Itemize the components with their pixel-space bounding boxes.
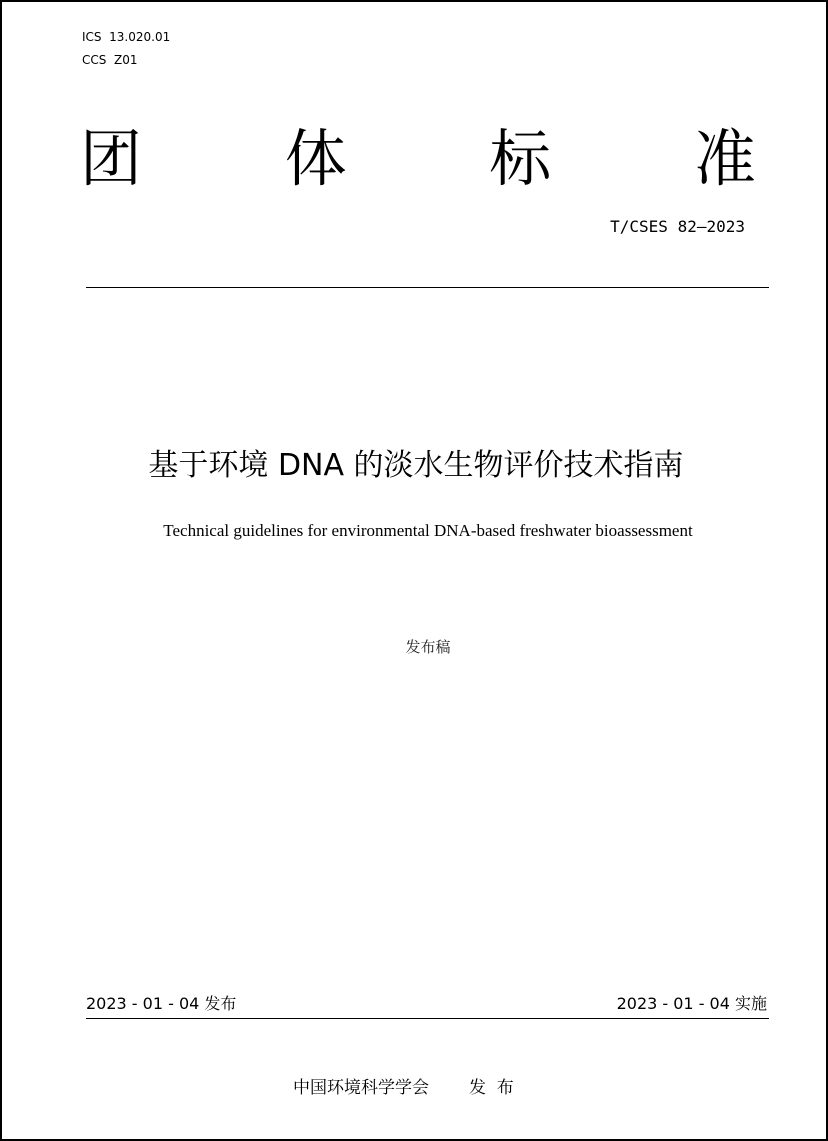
issuer-line — [293, 1075, 514, 1101]
ics-code: ICS 13.020.01 — [82, 30, 171, 44]
english-title: Technical guidelines for environmental DNA-based freshwater bioassessment — [163, 521, 693, 540]
footer-divider — [86, 1018, 769, 1019]
standard-type-char: 准 — [693, 122, 756, 195]
standard-number: T/CSES 82—2023 — [610, 217, 745, 236]
standard-type-heading — [78, 119, 758, 199]
publish-date: 2023 - 01 - 04 发布 — [86, 994, 237, 1013]
implementation-date: 2023 - 01 - 04 实施 — [616, 994, 767, 1013]
standard-type-char: 团 — [79, 122, 142, 195]
chinese-title: 基于环境 DNA 的淡水生物评价技术指南 — [148, 448, 684, 483]
standard-type-char: 标 — [489, 122, 552, 195]
issue-action: 发 布 — [469, 1078, 514, 1098]
standard-type-char: 体 — [284, 122, 347, 195]
ccs-code: CCS Z01 — [82, 53, 138, 67]
issuer-organization: 中国环境科学学会 — [293, 1078, 429, 1098]
draft-status: 发布稿 — [405, 638, 451, 656]
header-divider — [86, 287, 769, 288]
